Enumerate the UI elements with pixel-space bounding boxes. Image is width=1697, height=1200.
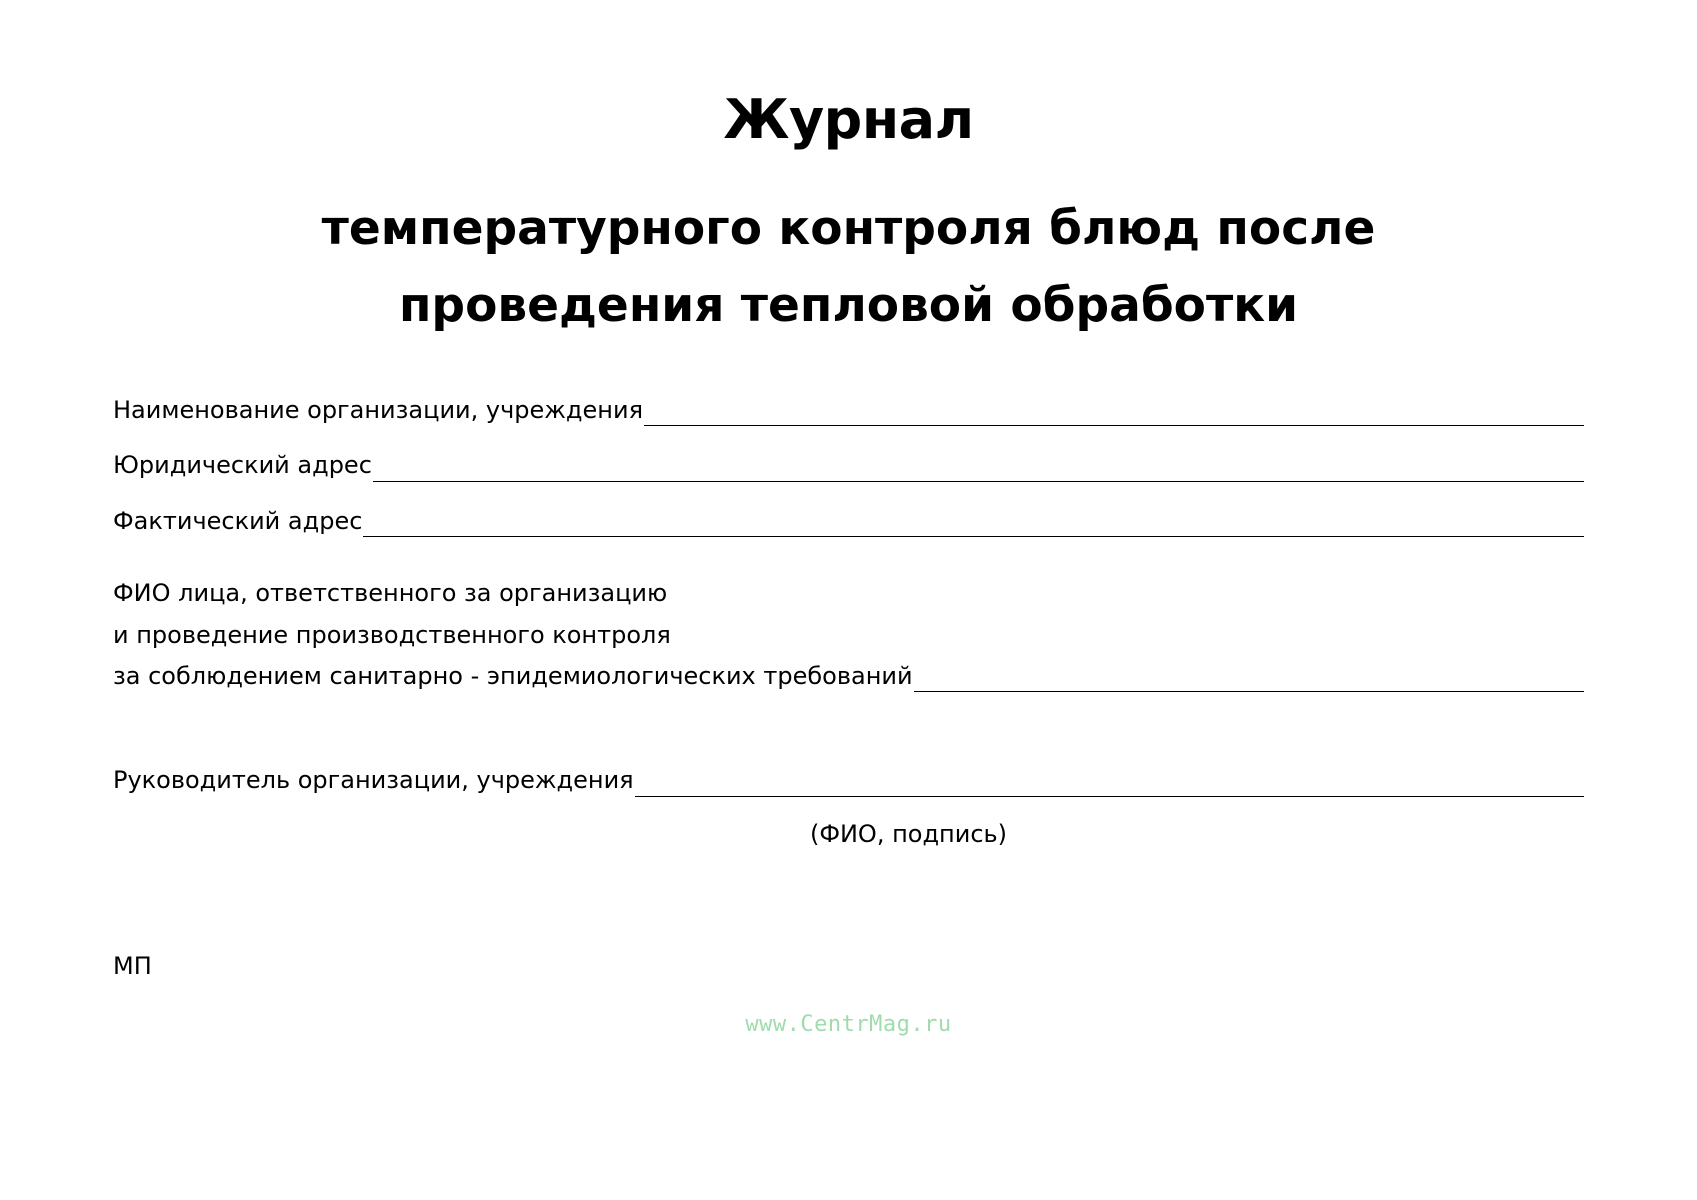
field-responsible-person bbox=[113, 660, 1584, 692]
field-label-head-of-organization: Руководитель организации, учреждения bbox=[113, 766, 634, 795]
title-line-3: проведения тепловой обработки bbox=[398, 278, 1299, 334]
responsible-person-block bbox=[113, 573, 1584, 692]
field-input-head-of-organization[interactable] bbox=[635, 776, 1584, 797]
spacer bbox=[113, 692, 1584, 764]
responsible-line-2: и проведение производственного контроля bbox=[113, 620, 671, 649]
watermark: www.CentrMag.ru bbox=[745, 1012, 952, 1037]
field-label-legal-address: Юридический адрес bbox=[113, 451, 372, 480]
field-head-of-organization bbox=[113, 764, 1584, 796]
responsible-line-1: ФИО лица, ответственного за организацию bbox=[113, 579, 668, 608]
field-input-legal-address[interactable] bbox=[373, 461, 1584, 482]
field-input-responsible-person[interactable] bbox=[914, 671, 1584, 692]
field-label-responsible-person: за соблюдением санитарно - эпидемиологических требований bbox=[113, 661, 913, 690]
field-input-organization-name[interactable] bbox=[644, 405, 1584, 426]
field-organization-name bbox=[113, 394, 1584, 426]
field-input-actual-address[interactable] bbox=[363, 516, 1584, 537]
field-label-organization-name: Наименование организации, учреждения bbox=[113, 396, 644, 425]
field-label-actual-address: Фактический адрес bbox=[113, 506, 363, 535]
field-legal-address bbox=[113, 449, 1584, 481]
title-line-1: Журнал bbox=[723, 88, 974, 151]
stamp-mark: МП bbox=[113, 951, 152, 980]
signature-note: (ФИО, подпись) bbox=[809, 819, 1008, 848]
form-fields bbox=[0, 394, 1697, 847]
document-title bbox=[0, 0, 1697, 332]
field-actual-address bbox=[113, 505, 1584, 537]
title-line-2: температурного контроля блюд после bbox=[321, 200, 1376, 256]
